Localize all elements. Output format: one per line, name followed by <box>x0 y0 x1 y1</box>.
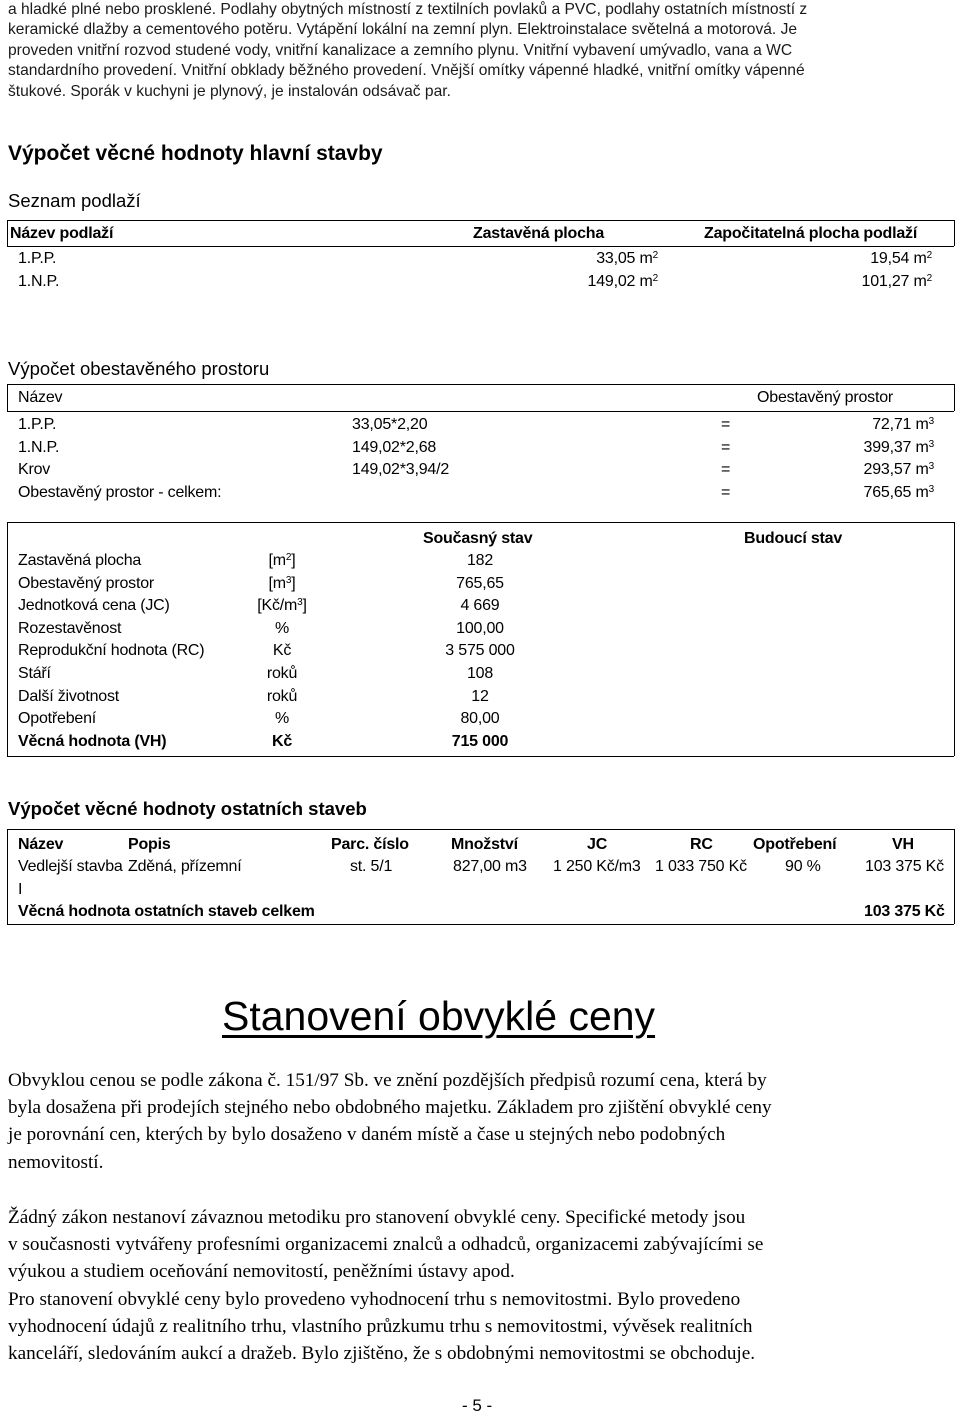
other-name-cont: I <box>18 881 23 898</box>
divider <box>7 246 954 247</box>
valuation-value: 3 575 000 <box>445 642 515 660</box>
volume-name: Obestavěný prostor - celkem: <box>18 484 222 501</box>
valuation-label: Věcná hodnota (VH) <box>18 732 167 750</box>
other-desc: Zděná, přízemní <box>128 858 242 875</box>
divider <box>7 384 8 411</box>
intro-line: a hladké plné nebo prosklené. Podlahy obytných místností z textilních povlaků a PVC, podlahy ostatních místností z <box>8 1 808 18</box>
divider <box>7 522 8 756</box>
paragraph-line: výukou a studiem oceňování nemovitostí, peněžními ústavy apod. <box>8 1261 515 1283</box>
floor-name: 1.P.P. <box>18 250 57 267</box>
paragraph-line: je porovnání cen, kterých by bylo dosaženo v daném místě a čase u stejných nebo podobných <box>8 1124 726 1146</box>
valuation-value: 765,65 <box>456 574 504 592</box>
floor-name: 1.N.P. <box>18 273 60 290</box>
volume-equals: = <box>721 484 731 501</box>
valuation-label: Stáří <box>18 665 51 682</box>
divider <box>954 220 955 246</box>
valuation-value: 715 000 <box>451 732 509 750</box>
other-header: Množství <box>451 836 518 853</box>
paragraph-line: vyhodnocení údajů z realitního trhu, vlastního průzkumu trhu s nemovitostmi, vývěsek realitních <box>8 1315 753 1337</box>
divider <box>954 522 955 756</box>
valuation-col-current: Současný stav <box>423 530 533 547</box>
valuation-label: Jednotková cena (JC) <box>18 597 170 615</box>
volume-equals: = <box>721 461 731 478</box>
divider <box>7 522 954 523</box>
valuation-unit: Kč <box>271 732 293 750</box>
usual-price-paragraph-1 <box>8 1067 958 1176</box>
volume-value: 72,71 $m^3$ <box>872 416 934 433</box>
volume-equals: = <box>721 439 731 456</box>
volume-name: 1.N.P. <box>18 439 60 456</box>
divider <box>7 924 954 925</box>
other-total-label: Věcná hodnota ostatních staveb celkem <box>18 903 315 920</box>
volume-value: 293,57 $m^3$ <box>863 461 934 478</box>
divider <box>7 829 954 830</box>
other-total-value: 103 375 Kč <box>864 903 945 920</box>
other-wear: 90 % <box>785 858 821 875</box>
intro-line: štukové. Sporák v kuchyni je plynový, je instalován odsávač par. <box>8 82 451 100</box>
intro-line: standardního provedení. Vnitřní obklady běžného provedení. Vnější omítky vápenné hladké, vnitřní omítky vápenné <box>8 62 805 80</box>
valuation-label: Obestavěný prostor <box>18 574 155 592</box>
floors-header-built: Zastavěná plocha <box>473 225 605 242</box>
other-header: Název <box>18 836 64 853</box>
other-qty: 827,00 m3 <box>453 858 527 875</box>
intro-line: proveden vnitřní rozvod studené vody, vnitřní kanalizace a zemního plynu. Vnitřní vybavení umývadlo, vana a WC <box>8 41 793 59</box>
volume-header-value: Obestavěný prostor <box>757 389 894 406</box>
valuation-unit: roků <box>266 665 298 682</box>
usual-price-paragraph-2 <box>8 1204 958 1367</box>
paragraph-line: byla dosažena při prodejích stejného nebo obdobného majetku. Základem pro zjištění obvyklé ceny <box>8 1097 772 1119</box>
valuation-unit: % <box>274 710 290 728</box>
volume-name: Krov <box>18 461 51 478</box>
paragraph-line: Pro stanovení obvyklé ceny bylo provedeno vyhodnocení trhu s nemovitostmi. Bylo provedeno <box>8 1288 741 1310</box>
paragraph-line: Žádný zákon nestanoví závaznou metodiku pro stanovení obvyklé ceny. Specifické metody jsou <box>8 1207 746 1228</box>
valuation-label: Zastavěná plocha <box>18 552 142 569</box>
valuation-unit: $[Kč/m^3]$ <box>257 597 307 615</box>
valuation-value: 108 <box>466 665 494 682</box>
page-number: - 5 - <box>462 1396 493 1415</box>
volume-equals: = <box>721 416 731 433</box>
other-vh: 103 375 Kč <box>865 858 944 875</box>
other-header: Popis <box>128 836 171 853</box>
paragraph-line: kanceláří, sledováním aukcí a dražeb. Bylo zjištěno, že s obdobnými nemovitostmi se obchoduje. <box>8 1343 756 1365</box>
valuation-value: 182 <box>466 552 494 569</box>
other-parcel: st. 5/1 <box>350 858 393 875</box>
volume-value: 399,37 $m^3$ <box>863 439 934 456</box>
intro-line: keramické dlažby a cementového potěru. Vytápění lokální na zemní plyn. Elektroinstalace světelná a motorová. Je <box>8 21 798 39</box>
valuation-col-future: Budoucí stav <box>744 530 843 547</box>
other-rc: 1 033 750 Kč <box>655 858 747 875</box>
valuation-label: Další životnost <box>18 687 120 705</box>
volume-name: 1.P.P. <box>18 416 57 433</box>
divider <box>7 411 954 412</box>
valuation-value: 80,00 <box>460 710 500 728</box>
floor-built: 149,02 $m^2$ <box>587 273 658 290</box>
divider <box>7 829 8 924</box>
valuation-unit: % <box>274 619 290 637</box>
floors-heading: Seznam podlaží <box>8 190 141 211</box>
paragraph-line: nemovitostí. <box>8 1151 104 1173</box>
floors-header-name: Název podlaží <box>10 225 114 242</box>
other-header: RC <box>690 836 713 853</box>
other-header: JC <box>587 836 608 853</box>
other-jc: 1 250 Kč/m3 <box>553 858 641 875</box>
intro-paragraph <box>8 0 948 102</box>
valuation-unit: $[m^2]$ <box>268 552 296 569</box>
valuation-unit: $[m^3]$ <box>268 574 296 592</box>
valuation-label: Opotřebení <box>18 710 97 728</box>
divider <box>7 220 954 221</box>
paragraph-line: v současnosti vytvářeny profesními organizacemi znalců a odhadců, organizacemi zabývajícími se <box>8 1234 764 1256</box>
other-header: VH <box>892 836 914 853</box>
volume-formula: 33,05*2,20 <box>352 416 428 433</box>
divider <box>954 829 955 924</box>
valuation-value: 4 669 <box>460 597 500 615</box>
valuation-label: Rozestavěnost <box>18 619 122 637</box>
volume-header-name: Název <box>18 389 63 406</box>
floor-built: 33,05 $m^2$ <box>596 250 658 267</box>
valuation-label: Reprodukční hodnota (RC) <box>18 642 205 660</box>
paragraph-line: Obvyklou cenou se podle zákona č. 151/97 Sb. ve znění pozdějších předpisů rozumí cena, která by <box>8 1070 767 1091</box>
other-heading: Výpočet věcné hodnoty ostatních staveb <box>8 798 367 819</box>
divider <box>7 756 954 757</box>
floors-header-counted: Započitatelná plocha podlaží <box>704 225 918 242</box>
other-header: Parc. číslo <box>331 836 409 853</box>
volume-formula: 149,02*2,68 <box>352 439 437 456</box>
floor-counted: 19,54 $m^2$ <box>870 250 932 267</box>
volume-heading: Výpočet obestavěného prostoru <box>8 358 270 379</box>
divider <box>954 384 955 411</box>
valuation-value: 12 <box>471 687 489 705</box>
divider <box>7 384 954 385</box>
volume-formula: 149,02*3,94/2 <box>352 461 450 478</box>
floor-counted: 101,27 $m^2$ <box>861 273 932 290</box>
other-name: Vedlejší stavba <box>18 858 123 875</box>
valuation-value: 100,00 <box>456 619 504 637</box>
valuation-unit: Kč <box>272 642 292 660</box>
valuation-unit: roků <box>266 687 298 705</box>
divider <box>7 220 8 246</box>
main-heading: Výpočet věcné hodnoty hlavní stavby <box>8 142 383 165</box>
usual-price-heading: Stanovení obvyklé ceny <box>222 993 656 1039</box>
volume-value: 765,65 $m^3$ <box>863 484 934 501</box>
other-header: Opotřebení <box>753 836 837 853</box>
